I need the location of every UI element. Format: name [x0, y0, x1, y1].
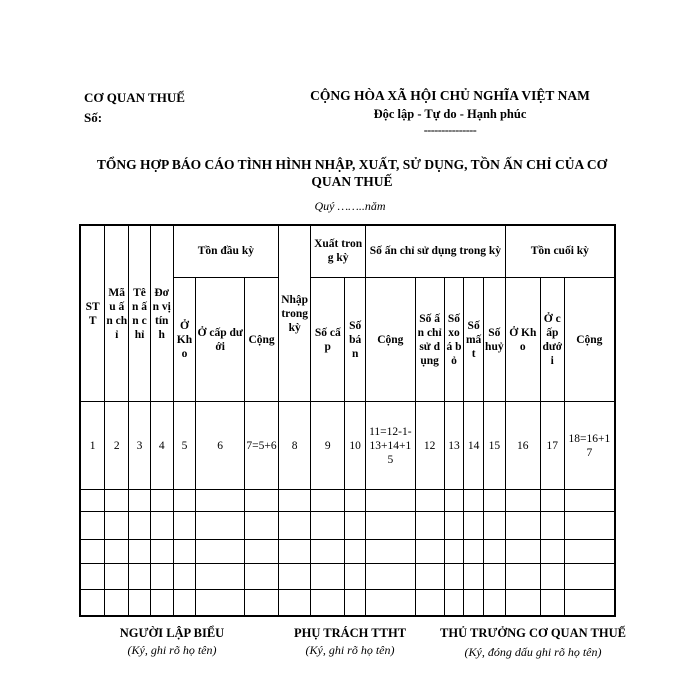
- col-used-total-header: Cộng: [366, 277, 416, 402]
- table-cell: [129, 564, 151, 590]
- table-cell: [464, 489, 484, 511]
- table-cell: [366, 489, 416, 511]
- table-cell: [105, 564, 129, 590]
- table-cell: [129, 489, 151, 511]
- report-table: [79, 224, 616, 617]
- table-row: [80, 564, 615, 590]
- table-cell: [444, 540, 464, 564]
- table-cell: [80, 590, 105, 616]
- col-used-cancel-header: Số huỷ: [483, 277, 505, 402]
- table-cell: [540, 590, 564, 616]
- table-cell: [345, 511, 366, 539]
- table-cell: [366, 590, 416, 616]
- table-cell: [464, 511, 484, 539]
- table-cell: [415, 540, 444, 564]
- table-cell: [150, 564, 173, 590]
- signature-title: PHỤ TRÁCH TTHT: [293, 626, 407, 640]
- table-cell: [279, 564, 311, 590]
- column-number: 18=16+17: [564, 402, 615, 489]
- table-cell: [540, 564, 564, 590]
- table-cell: [540, 540, 564, 564]
- table-cell: [345, 540, 366, 564]
- table-cell: [483, 511, 505, 539]
- column-number: 14: [464, 402, 484, 489]
- table-cell: [196, 511, 245, 539]
- table-cell: [311, 564, 345, 590]
- table-cell: [483, 590, 505, 616]
- table-cell: [80, 511, 105, 539]
- table-cell: [80, 564, 105, 590]
- table-cell: [105, 511, 129, 539]
- column-number: 15: [483, 402, 505, 489]
- table-cell: [244, 590, 278, 616]
- table-row: [80, 511, 615, 539]
- table-cell: [505, 489, 540, 511]
- agency-name: CƠ QUAN THUẾ: [84, 90, 185, 105]
- motto-divider: ---------------: [423, 123, 477, 137]
- table-cell: [415, 590, 444, 616]
- table-cell: [444, 590, 464, 616]
- table-cell: [105, 540, 129, 564]
- table-cell: [415, 511, 444, 539]
- column-number: 10: [345, 402, 366, 489]
- table-cell: [173, 564, 196, 590]
- signature-note: (Ký, ghi rõ họ tên): [305, 643, 395, 657]
- signature-note: (Ký, ghi rõ họ tên): [127, 643, 217, 657]
- table-cell: [564, 489, 615, 511]
- table-cell: [173, 489, 196, 511]
- signature-preparer: [92, 625, 252, 659]
- table-cell: [196, 489, 245, 511]
- table-cell: [244, 489, 278, 511]
- column-number: 17: [540, 402, 564, 489]
- national-header: [300, 88, 600, 138]
- report-period: Quý ……..năm: [314, 199, 386, 213]
- table-cell: [105, 489, 129, 511]
- column-number: 4: [150, 402, 173, 489]
- table-cell: [173, 540, 196, 564]
- col-code-header: Mã u ấn chỉ: [105, 225, 129, 402]
- group-used-header: Số ấn chỉ sử dụng trong kỳ: [366, 225, 506, 277]
- table-cell: [279, 511, 311, 539]
- col-used-count-header: Số ấn chỉ sử dụng: [415, 277, 444, 402]
- table-cell: [80, 489, 105, 511]
- table-cell: [564, 511, 615, 539]
- table-cell: [311, 540, 345, 564]
- table-cell: [483, 540, 505, 564]
- table-cell: [150, 540, 173, 564]
- table-cell: [483, 564, 505, 590]
- column-number: 8: [279, 402, 311, 489]
- table-row: [80, 590, 615, 616]
- column-number: 7=5+6: [244, 402, 278, 489]
- table-cell: [366, 540, 416, 564]
- table-cell: [279, 590, 311, 616]
- table-cell: [345, 489, 366, 511]
- group-closing-header: Tồn cuối kỳ: [505, 225, 615, 277]
- table-cell: [345, 590, 366, 616]
- col-open-warehouse-header: Ở Kho: [173, 277, 196, 402]
- column-number: 9: [311, 402, 345, 489]
- col-close-total-header: Cộng: [564, 277, 615, 402]
- table-cell: [415, 489, 444, 511]
- table-cell: [540, 489, 564, 511]
- column-number: 2: [105, 402, 129, 489]
- table-cell: [129, 511, 151, 539]
- table-cell: [505, 590, 540, 616]
- table-cell: [366, 511, 416, 539]
- group-issued-header: Xuất trong kỳ: [311, 225, 366, 277]
- table-cell: [464, 564, 484, 590]
- nation-name: CỘNG HÒA XÃ HỘI CHỦ NGHĨA VIỆT NAM: [310, 88, 590, 103]
- table-cell: [244, 540, 278, 564]
- table-cell: [505, 511, 540, 539]
- column-number: 6: [196, 402, 245, 489]
- col-issue-sold-header: Số bán: [345, 277, 366, 402]
- table-cell: [483, 489, 505, 511]
- signature-ttht: [270, 625, 430, 659]
- header-row-groups: [80, 225, 615, 277]
- col-close-warehouse-header: Ở Kho: [505, 277, 540, 402]
- national-motto: Độc lập - Tự do - Hạnh phúc: [373, 107, 527, 121]
- table-cell: [311, 511, 345, 539]
- col-issue-lower-header: Số cấp: [311, 277, 345, 402]
- table-cell: [415, 564, 444, 590]
- table-cell: [150, 590, 173, 616]
- column-number: 12: [415, 402, 444, 489]
- table-cell: [244, 511, 278, 539]
- column-number: 16: [505, 402, 540, 489]
- group-opening-header: Tồn đầu kỳ: [173, 225, 279, 277]
- table-cell: [444, 511, 464, 539]
- col-close-lower-header: Ở cấp dưới: [540, 277, 564, 402]
- column-number-row: [80, 402, 615, 489]
- table-cell: [279, 489, 311, 511]
- table-cell: [564, 590, 615, 616]
- table-cell: [173, 590, 196, 616]
- signature-title: THỦ TRƯỞNG CƠ QUAN THUẾ: [440, 626, 626, 640]
- column-number: 11=12-1-13+14+15: [366, 402, 416, 489]
- table-cell: [564, 540, 615, 564]
- document-number-label: Số:: [84, 110, 103, 126]
- table-cell: [464, 590, 484, 616]
- table-cell: [129, 590, 151, 616]
- table-cell: [196, 564, 245, 590]
- column-number: 5: [173, 402, 196, 489]
- table-cell: [444, 564, 464, 590]
- col-name-header: Tên ấn chỉ: [129, 225, 151, 402]
- table-cell: [311, 590, 345, 616]
- col-open-lower-header: Ở cấp dưới: [196, 277, 245, 402]
- table-cell: [444, 489, 464, 511]
- signature-title: NGƯỜI LẬP BIỂU: [119, 626, 225, 640]
- table-row: [80, 540, 615, 564]
- table-cell: [80, 540, 105, 564]
- report-title: TỔNG HỢP BÁO CÁO TÌNH HÌNH NHẬP, XUẤT, SỬ DỤNG, TỒN ẤN CHỈ CỦA CƠ QUAN THUẾ: [96, 157, 608, 189]
- table-cell: [244, 564, 278, 590]
- col-stt-header: STT: [80, 225, 105, 402]
- signature-note: (Ký, đóng dấu ghi rõ họ tên): [464, 645, 602, 659]
- col-used-lost-header: Số mất: [464, 277, 484, 402]
- signature-head: [440, 625, 626, 661]
- col-import-header: Nhập trong kỳ: [279, 225, 311, 402]
- table-cell: [173, 511, 196, 539]
- table-cell: [196, 590, 245, 616]
- col-open-total-header: Cộng: [244, 277, 278, 402]
- table-cell: [345, 564, 366, 590]
- table-cell: [564, 564, 615, 590]
- column-number: 13: [444, 402, 464, 489]
- col-unit-header: Đơn vị tính: [150, 225, 173, 402]
- table-cell: [129, 540, 151, 564]
- col-used-void-header: Số xoá bỏ: [444, 277, 464, 402]
- table-cell: [366, 564, 416, 590]
- agency-header: [84, 88, 185, 128]
- table-cell: [540, 511, 564, 539]
- table-cell: [105, 590, 129, 616]
- table-cell: [150, 489, 173, 511]
- table-cell: [505, 540, 540, 564]
- table-cell: [196, 540, 245, 564]
- table-cell: [150, 511, 173, 539]
- table-cell: [505, 564, 540, 590]
- table-cell: [279, 540, 311, 564]
- column-number: 1: [80, 402, 105, 489]
- table-row: [80, 489, 615, 511]
- table-cell: [311, 489, 345, 511]
- column-number: 3: [129, 402, 151, 489]
- table-cell: [464, 540, 484, 564]
